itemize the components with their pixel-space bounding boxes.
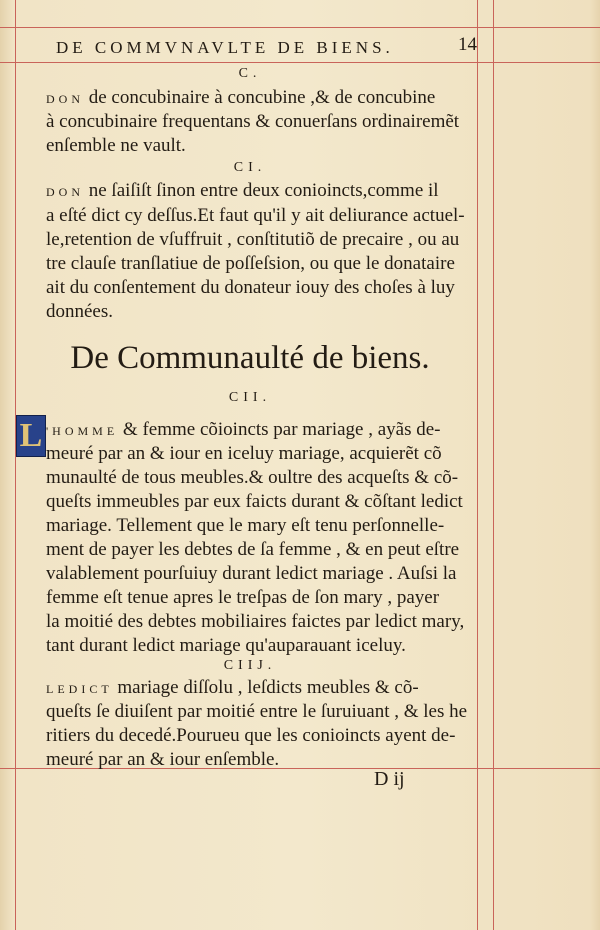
line-text: valablement pourſuiuy durant ledict mariage . Auſsi la: [46, 563, 457, 584]
text-line: [46, 750, 279, 770]
line-text: & femme cõioincts par mariage , ayãs de-: [118, 419, 441, 440]
text-line: [46, 444, 442, 464]
line-text: femme eſt tenue apres le treſpas de ſon mary , payer: [46, 587, 440, 608]
text-line: [46, 702, 467, 722]
margin-right-rule: [493, 0, 494, 930]
line-text: enſemble ne vault.: [46, 135, 186, 156]
text-line: [46, 181, 439, 202]
text-line: [46, 564, 457, 584]
text-line: [46, 588, 439, 608]
text-line: [46, 726, 455, 746]
decorated-initial: L: [16, 415, 46, 457]
page-number: 14: [458, 34, 477, 55]
text-line: [46, 468, 458, 488]
section-heading: De Communaulté de biens.: [70, 340, 430, 376]
line-text: queſts ſe diuiſent par moitié entre le ſuruiuant , & les he: [46, 701, 468, 722]
text-line: [46, 636, 406, 656]
text-line: [46, 678, 419, 699]
text-line: [46, 230, 459, 250]
text-line: [46, 112, 459, 132]
catchword: D ij: [374, 768, 405, 790]
line-text: ritiers du decedé.Pourueu que les conioincts ayent de-: [46, 725, 456, 746]
text-line: [46, 254, 455, 274]
line-text: ait du conſentement du donateur iouy des choſes à luy: [46, 277, 455, 298]
text-line: [46, 612, 464, 632]
line-text: meuré par an & iour en iceluy mariage, acquierẽt cõ: [46, 443, 442, 464]
article-number-cii: CII.: [228, 390, 272, 405]
line-text: queſts immeubles par eux faicts durant & cõſtant ledict: [46, 491, 463, 512]
line-text: le,retention de vſuffruit , conſtitutiõ de precaire , ou au: [46, 229, 460, 250]
text-line: [46, 540, 459, 560]
left-rule: [15, 0, 16, 930]
line-text: la moitié des debtes mobiliaires faictes par ledict mary,: [46, 611, 465, 632]
small-caps-lead: DON: [46, 185, 84, 199]
line-text: mariage. Tellement que le mary eſt tenu perſonnelle-: [46, 515, 445, 536]
text-right-rule: [477, 0, 478, 930]
text-line: [46, 492, 463, 512]
text-line: [46, 420, 441, 441]
article-number-ciii: CIIJ.: [223, 658, 277, 673]
line-text: mariage diſſolu , leſdicts meubles & cõ-: [112, 677, 419, 698]
text-line: [46, 516, 444, 536]
small-caps-lead: DON: [46, 92, 84, 106]
line-text: tant durant ledict mariage qu'auparauant iceluy.: [46, 635, 406, 656]
running-title: DE COMMVNAVLTE DE BIENS.: [56, 38, 394, 57]
text-line: [46, 206, 465, 226]
line-text: munaulté de tous meubles.& oultre des acqueſts & cõ-: [46, 467, 459, 488]
small-caps-lead: LEDICT: [46, 682, 113, 696]
text-line: [46, 302, 113, 322]
line-text: meuré par an & iour enſemble.: [46, 749, 280, 770]
line-text: ne ſaiſiſt ſinon entre deux conioincts,comme il: [84, 180, 439, 201]
header-rule: [0, 62, 600, 63]
line-text: ment de payer les debtes de ſa femme , & en peut eſtre: [46, 539, 460, 560]
line-text: données.: [46, 301, 114, 322]
top-rule: [0, 27, 600, 28]
small-caps-lead: 'HOMME: [46, 424, 119, 438]
text-line: [46, 88, 435, 109]
article-number-c: C.: [238, 66, 262, 81]
article-number-ci: CI.: [233, 160, 267, 175]
text-line: [46, 136, 186, 156]
line-text: de concubinaire à concubine ,& de concubine: [84, 87, 436, 108]
line-text: à concubinaire frequentans & conuerſans ordinairemẽt: [46, 111, 460, 132]
line-text: a eſté dict cy deſſus.Et faut qu'il y ait deliurance actuel-: [46, 205, 465, 226]
text-line: [46, 278, 455, 298]
line-text: tre clauſe tranſlatiue de poſſeſsion, ou que le donataire: [46, 253, 455, 274]
